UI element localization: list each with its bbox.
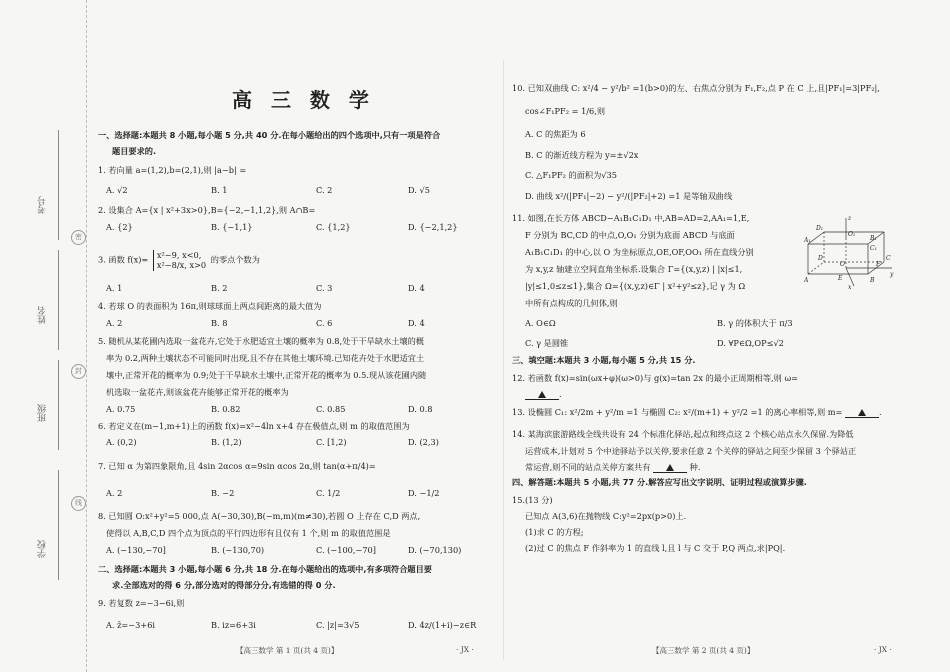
option-d: D. 4	[408, 283, 425, 293]
question-3	[98, 250, 260, 271]
binding-label-class: 班级	[38, 404, 48, 422]
option-b: B. iz=6+3i	[211, 620, 256, 630]
option-a: A. z̄=−3+6i	[106, 620, 156, 630]
label-f: F	[876, 261, 881, 268]
binding-label-school: 学校	[38, 540, 48, 558]
binding-line	[58, 250, 59, 350]
question-8-line-1: 8. 已知圆 O:x²+y²=5 000,点 A(−30,30),B(−m,m)(m≠30),若圆 O 上存在 C,D 两点,	[98, 511, 421, 521]
question-11-line-6: 中所有点构成的几何体,则	[525, 298, 618, 308]
option-c: C. 6	[316, 318, 333, 328]
label-d1: D₁	[816, 225, 824, 232]
question-4: 4. 若球 O 的表面积为 16π,则球球面上两点间距离的最大值为	[98, 301, 322, 311]
option-a: A. (−130,−70]	[106, 545, 166, 555]
option-c: C. 0.85	[316, 404, 346, 414]
question-10-option-d: D. 曲线 x²/(|PF₁|−2) − y²/(|PF₂|+2) =1 是等轴双曲线	[525, 191, 733, 201]
question-10-line-2: cos∠F₁PF₂ = 1/6,则	[525, 106, 606, 116]
question-9: 9. 若复数 z=−3−6i,则	[98, 598, 185, 608]
binding-seal-feng: 封	[71, 364, 86, 379]
piecewise-case-2: x²−8/x, x>0	[156, 260, 207, 271]
option-d: D. 0.8	[408, 404, 433, 414]
option-a: A. √2	[106, 185, 128, 195]
question-9-options	[106, 620, 476, 630]
triangle-icon	[538, 391, 546, 398]
option-b: B. (1,2)	[211, 437, 242, 447]
question-5-line-1: 5. 随机从某花圃内选取一盆花卉,它处于水肥适宜土壤的概率为 0.8,处于干旱缺水土壤的概	[98, 336, 424, 346]
option-a: A. (0,2)	[106, 437, 137, 447]
question-5-line-4: 机选取一盆花卉,则该盆花卉能够正常开花的概率为	[106, 387, 289, 397]
option-c: C. |z|=3√5	[316, 620, 360, 630]
option-d: D. √5	[408, 185, 430, 195]
option-b: B. 0.82	[211, 404, 241, 414]
question-3-lead: 3. 函数 f(x)=	[98, 254, 149, 265]
option-c: C. {1,2}	[316, 222, 351, 232]
binding-label-exam-no: 考号	[38, 196, 48, 214]
option-b: B. {−1,1}	[211, 222, 253, 232]
label-e: E	[838, 275, 843, 282]
option-a: A. O∈Ω	[525, 318, 556, 328]
question-15-line-1: 已知点 A(3,6)在抛物线 C:y²=2px(p>0)上.	[525, 511, 687, 521]
label-d: D	[818, 255, 823, 262]
question-11-line-1: 11. 如图,在长方体 ABCD−A₁B₁C₁D₁ 中,AB=AD=2,AA₁=1,E,	[512, 213, 750, 223]
piecewise-brace	[153, 250, 206, 271]
binding-line	[58, 470, 59, 580]
question-2: 2. 设集合 A={x | x²+3x>0},B={−2,−1,1,2},则 A∩B=	[98, 205, 316, 215]
page-divider	[503, 60, 504, 660]
section-1-heading-cont: 题目要求的.	[112, 146, 157, 156]
question-7-options	[106, 488, 440, 498]
question-8-line-2: 使得以 A,B,C,D 四个点为顶点的平行四边形有且仅有 1 个,则 m 的取值范围是	[106, 528, 391, 538]
question-11-line-5: |y|≤1,0≤z≤1},集合 Ω={(x,y,z)∈Γ | x²+y²≤z},记 γ 为 Ω	[525, 281, 746, 291]
question-3-options	[106, 283, 425, 293]
exam-title: 高 三 数 学	[232, 88, 375, 112]
label-a: A	[804, 277, 809, 284]
answer-blank	[845, 405, 879, 418]
question-4-options	[106, 318, 425, 328]
label-a1: A₁	[804, 237, 811, 244]
option-a: A. 2	[106, 488, 123, 498]
binding-line	[58, 360, 59, 450]
option-c: C. 1/2	[316, 488, 341, 498]
label-o: O	[840, 261, 845, 268]
page-1-footer: 【高三数学 第 1 页(共 4 页)】	[236, 646, 339, 655]
option-a: A. {2}	[106, 222, 133, 232]
section-1-heading: 一、选择题:本题共 8 小题,每小题 5 分,共 40 分.在每小题给出的四个选项中,只有一项是符合	[98, 130, 441, 140]
page-2-footer: 【高三数学 第 2 页(共 4 页)】	[652, 646, 755, 655]
question-5-line-3: 壤中,正常开花的概率为 0.9;处于干旱缺水土壤中,正常开花的概率为 0.5.现从该花圃内随	[106, 370, 427, 380]
label-b1: B₁	[870, 235, 877, 242]
question-14-line-2: 运营成本,计划对 5 个中途驿站予以关停,要求任意 2 个关停的驿站之间至少保留 3 个驿站正	[525, 446, 857, 456]
option-a: A. 0.75	[106, 404, 136, 414]
question-15-part-1: (1)求 C 的方程;	[525, 527, 584, 537]
question-14-tail: 种.	[689, 462, 701, 472]
section-3-heading: 三、填空题:本题共 3 小题,每小题 5 分,共 15 分.	[512, 355, 696, 365]
question-6-options	[106, 437, 439, 447]
label-c1: C₁	[870, 245, 877, 252]
answer-blank	[653, 460, 687, 473]
binding-seal-xian: 线	[71, 496, 86, 511]
triangle-icon	[858, 409, 866, 416]
question-3-tail: 的零点个数为	[210, 254, 260, 265]
question-11-line-4: 为 x,y,z 轴建立空间直角坐标系.设集合 Γ={(x,y,z) | |x|≤1,	[525, 264, 743, 274]
option-b: B. γ 的体积大于 π/3	[717, 318, 793, 328]
question-1: 1. 若向量 a=(1,2),b=(2,1),则 |a−b| =	[98, 165, 247, 175]
question-14-text: 常运营,则不同的站点关停方案共有	[525, 462, 651, 472]
question-10-line-1: 10. 已知双曲线 C: x²/4 − y²/b² =1(b>0)的左、右焦点分别为 F₁,F₂,点 P 在 C 上,且|PF₁|=3|PF₂|,	[512, 83, 880, 93]
option-b: B. (−130,70)	[211, 545, 265, 555]
question-10-option-a: A. C 的焦距为 6	[525, 129, 586, 139]
option-d: D. (−70,130)	[408, 545, 462, 555]
question-1-options	[106, 185, 430, 195]
label-b: B	[870, 277, 875, 284]
binding-line	[58, 130, 59, 240]
triangle-icon	[666, 464, 674, 471]
label-x: x	[848, 284, 852, 290]
question-6: 6. 若定义在(m−1,m+1)上的函数 f(x)=x²−4ln x+4 存在极值点,则 m 的取值范围为	[98, 421, 410, 431]
option-d: D. ∀P∈Ω,OP≤√2	[717, 338, 784, 348]
question-8-options	[106, 545, 461, 555]
question-15-part-2: (2)过 C 的焦点 F 作斜率为 1 的直线 l,且 l 与 C 交于 P,Q 两点,求|PQ|.	[525, 543, 786, 553]
question-12: 12. 若函数 f(x)=sin(ωx+φ)(ω>0)与 g(x)=tan 2x 的最小正周期相等,则 ω=	[512, 373, 798, 383]
question-11-line-2: F 分别为 BC,CD 的中点,O,O₁ 分别为底面 ABCD 与底面	[525, 230, 735, 240]
section-2-heading: 二、选择题:本题共 3 小题,每小题 6 分,共 18 分.在每小题给出的选项中,有多项符合题目要	[98, 564, 432, 574]
question-2-options	[106, 222, 458, 232]
label-y: y	[890, 271, 894, 278]
option-a: A. 1	[106, 283, 123, 293]
option-b: B. 8	[211, 318, 228, 328]
option-d: D. −1/2	[408, 488, 440, 498]
option-b: B. 2	[211, 283, 228, 293]
option-c: C. γ 是圆锥	[525, 338, 569, 348]
section-4-heading: 四、解答题:本题共 5 小题,共 77 分.解答应写出文字说明、证明过程或演算步骤.	[512, 477, 807, 487]
binding-label-name: 姓名	[38, 306, 48, 324]
label-o1: O₁	[848, 231, 856, 238]
question-15-heading: 15.(13 分)	[512, 495, 553, 505]
question-11-options-row-2	[525, 338, 784, 349]
option-d: D. 4z/(1+i)−z∈R	[408, 620, 477, 630]
option-c: C. [1,2)	[316, 437, 347, 447]
question-10-option-b: B. C 的渐近线方程为 y=±√2x	[525, 150, 639, 160]
option-d: D. (2,3)	[408, 437, 439, 447]
piecewise-case-1: x²−9, x<0,	[156, 250, 202, 260]
section-2-heading-cont: 求.全部选对的得 6 分,部分选对的得部分分,有选错的得 0 分.	[112, 580, 336, 590]
page-2-footer-code: · JX ·	[874, 645, 892, 654]
option-b: B. 1	[211, 185, 228, 195]
option-c: C. (−100,−70]	[316, 545, 376, 555]
question-11-line-3: A₁B₁C₁D₁ 的中心,以 O 为坐标原点,OE,OF,OO₁ 所在直线分别	[525, 247, 754, 257]
question-13-text: 13. 设椭圆 C₁: x²/2m + y²/m =1 与椭圆 C₂: x²/(m+1) + y²/2 =1 的离心率相等,则 m=	[512, 407, 843, 417]
question-10-option-c: C. △F₁PF₂ 的面积为√35	[525, 170, 617, 180]
option-d: D. 4	[408, 318, 425, 328]
binding-seal-mi: 密	[71, 230, 86, 245]
question-11-options-row-1	[525, 318, 793, 329]
page-1-footer-code: · JX ·	[456, 645, 474, 654]
option-d: D. {−2,1,2}	[408, 222, 458, 232]
question-14-line-3	[525, 460, 700, 473]
question-14-line-1: 14. 某海滨旅游路线全线共设有 24 个标准化驿站,起点和终点这 2 个核心站点永久保留.为降低	[512, 429, 854, 439]
answer-blank	[525, 387, 559, 400]
option-c: C. 3	[316, 283, 333, 293]
label-z: z	[848, 215, 852, 222]
question-13: 13. 设椭圆 C₁: x²/2m + y²/m =1 与椭圆 C₂: x²/(m+1) + y²/2 =1 的离心率相等,则 m= .	[512, 407, 882, 417]
cuboid-figure	[804, 214, 896, 290]
label-c: C	[886, 255, 891, 262]
question-12-blank: .	[525, 387, 562, 400]
question-7: 7. 已知 α 为第四象限角,且 4sin 2αcos α=9sin αcos 2α,则 tan(α+π/4)=	[98, 461, 376, 471]
option-c: C. 2	[316, 185, 333, 195]
question-5-options	[106, 404, 433, 414]
option-a: A. 2	[106, 318, 123, 328]
option-b: B. −2	[211, 488, 235, 498]
question-5-line-2: 率为 0.2,两种土壤状态不可能同时出现,且不存在其他土壤环境.已知花卉处于水肥适宜土	[106, 353, 425, 363]
binding-margin	[0, 0, 87, 672]
